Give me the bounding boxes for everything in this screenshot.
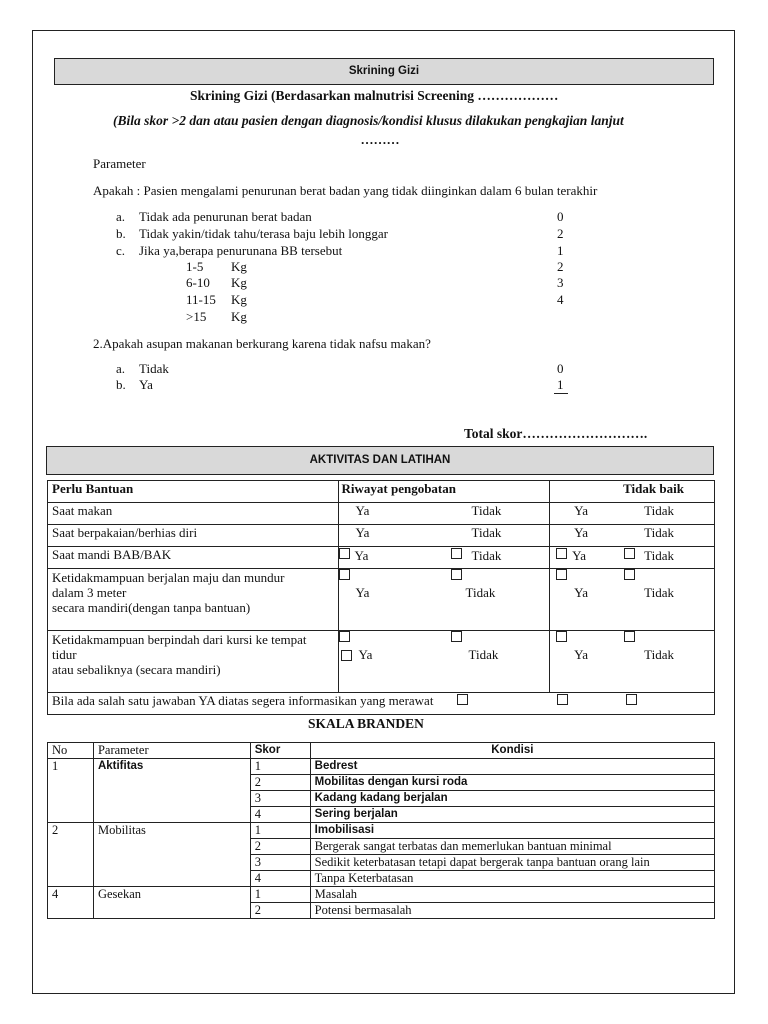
tidak-baik-cell — [550, 547, 715, 569]
q1-option-score: 0 — [557, 209, 564, 224]
row-skor: 4 — [250, 871, 310, 887]
footer-text: Bila ada salah satu jawaban YA diatas segera informasikan yang merawat — [52, 693, 434, 708]
q1-sub-unit: Kg — [231, 275, 247, 290]
row-skor: 3 — [250, 791, 310, 807]
label-line: atau sebaliknya (secara mandiri) — [52, 662, 221, 677]
tidak-checkbox[interactable] — [451, 631, 462, 642]
gizi-title: Skrining Gizi (Berdasarkan malnutrisi Screening ……………… — [190, 88, 559, 103]
row-kondisi: Potensi bermasalah — [310, 903, 714, 919]
skala-branden-title: SKALA BRANDEN — [308, 716, 424, 731]
ya-checkbox[interactable] — [339, 631, 350, 642]
q1-option-score: 2 — [557, 226, 564, 241]
row-skor: 3 — [250, 855, 310, 871]
branden-table — [47, 742, 715, 919]
ya-label: Ya — [358, 647, 373, 662]
q2-option-marker: b. — [116, 377, 126, 392]
ya-label: Ya — [355, 585, 370, 600]
row-param: Aktifitas — [93, 759, 250, 823]
q1-option-score: 1 — [557, 243, 564, 258]
ya-checkbox[interactable] — [339, 548, 350, 559]
q1-sub-score: 4 — [557, 292, 564, 307]
header-parameter: Parameter — [93, 743, 250, 759]
row-skor: 2 — [250, 839, 310, 855]
ya-label: Ya — [574, 525, 588, 540]
q1-sub-unit: Kg — [231, 309, 247, 324]
header-no: No — [48, 743, 94, 759]
row-skor: 1 — [250, 823, 310, 839]
activity-label-multiline — [48, 631, 339, 693]
header-kondisi: Kondisi — [310, 743, 714, 759]
q1-sub-score: 3 — [557, 275, 564, 290]
ya-label: Ya — [572, 548, 586, 563]
activity-label: Saat mandi BAB/BAK — [48, 547, 339, 569]
tidak-checkbox[interactable] — [624, 548, 635, 559]
gizi-note-line2: ……… — [361, 132, 400, 147]
row-no: 4 — [48, 887, 94, 919]
row-skor: 4 — [250, 807, 310, 823]
activity-label-multiline — [48, 569, 339, 631]
tidak-label: Tidak — [644, 647, 674, 662]
footer-checkbox[interactable] — [557, 694, 568, 705]
tidak-label: Tidak — [644, 585, 674, 600]
row-kondisi: Mobilitas dengan kursi roda — [310, 775, 714, 791]
footer-checkbox[interactable] — [457, 694, 468, 705]
q1-option-text: Tidak yakin/tidak tahu/terasa baju lebih longgar — [139, 226, 388, 241]
row-no: 1 — [48, 759, 94, 823]
q1-option-marker: c. — [116, 243, 126, 258]
riwayat-cell — [338, 631, 550, 693]
gizi-note-line1: (Bila skor >2 dan atau pasien dengan diagnosis/kondisi klusus dilakukan pengkajian lanjut — [113, 113, 624, 128]
row-kondisi: Bergerak sangat terbatas dan memerlukan bantuan minimal — [310, 839, 714, 855]
tidak-checkbox[interactable] — [451, 548, 462, 559]
ya-label: Ya — [355, 525, 370, 540]
q1-option-marker: a. — [116, 209, 126, 224]
row-kondisi: Sedikit keterbatasan tetapi dapat bergerak tanpa bantuan orang lain — [310, 855, 714, 871]
aktivitas-footer — [48, 693, 715, 715]
tidak-label: Tidak — [644, 548, 674, 563]
tidak-label: Tidak — [471, 548, 502, 563]
q2-option-text: Ya — [139, 377, 153, 392]
riwayat-cell — [338, 547, 550, 569]
q2-option-score: 1 — [557, 377, 564, 392]
ya-checkbox[interactable] — [339, 569, 350, 580]
q1-sub-unit: Kg — [231, 292, 247, 307]
q1-option-marker: b. — [116, 226, 126, 241]
tidak-checkbox[interactable] — [624, 631, 635, 642]
tidak-label: Tidak — [644, 503, 674, 518]
tidak-label: Tidak — [468, 647, 499, 662]
q1-sub-unit: Kg — [231, 259, 247, 274]
activity-label: Saat makan — [48, 503, 339, 525]
riwayat-cell — [338, 525, 550, 547]
label-line: dalam 3 meter — [52, 585, 127, 600]
footer-checkbox[interactable] — [626, 694, 637, 705]
ya-label: Ya — [574, 503, 588, 518]
q1-sub-range: 1-5 — [186, 259, 204, 274]
tidak-label: Tidak — [471, 503, 502, 518]
row-kondisi: Kadang kadang berjalan — [310, 791, 714, 807]
row-kondisi: Tanpa Keterbatasan — [310, 871, 714, 887]
skrining-gizi-header: Skrining Gizi — [54, 58, 714, 85]
q2-option-text: Tidak — [139, 361, 169, 376]
label-line: tidur — [52, 647, 77, 662]
col-tidak-baik: Tidak baik — [550, 481, 715, 503]
label-line: Ketidakmampuan berpindah dari kursi ke tempat — [52, 632, 307, 647]
ya-label: Ya — [355, 503, 370, 518]
row-skor: 1 — [250, 759, 310, 775]
tidak-checkbox[interactable] — [624, 569, 635, 580]
ya-label: Ya — [354, 548, 369, 563]
tidak-checkbox[interactable] — [451, 569, 462, 580]
row-no: 2 — [48, 823, 94, 887]
row-skor: 1 — [250, 887, 310, 903]
q1-sub-range: >15 — [186, 309, 207, 324]
tidak-label: Tidak — [465, 585, 496, 600]
row-kondisi: Masalah — [310, 887, 714, 903]
ya-label: Ya — [574, 585, 588, 600]
tidak-baik-cell — [550, 525, 715, 547]
tidak-label: Tidak — [644, 525, 674, 540]
row-skor: 2 — [250, 775, 310, 791]
row-kondisi: Bedrest — [310, 759, 714, 775]
score-underline — [554, 393, 568, 394]
row-kondisi: Imobilisasi — [310, 823, 714, 839]
row-param: Mobilitas — [93, 823, 250, 887]
q2-option-score: 0 — [557, 361, 564, 376]
total-skor[interactable]: Total skor………………………. — [464, 426, 648, 441]
ya-checkbox[interactable] — [341, 650, 352, 661]
tidak-baik-cell — [550, 503, 715, 525]
ya-checkbox[interactable] — [556, 631, 567, 642]
tidak-baik-cell — [550, 569, 715, 631]
q1-option-text: Jika ya,berapa penurunana BB tersebut — [139, 243, 343, 258]
q1-sub-range: 6-10 — [186, 275, 210, 290]
tidak-label: Tidak — [471, 525, 502, 540]
aktivitas-table — [47, 480, 715, 715]
parameter-label: Parameter — [93, 156, 146, 171]
q1-sub-range: 11-15 — [186, 292, 216, 307]
activity-label: Saat berpakaian/berhias diri — [48, 525, 339, 547]
riwayat-cell — [338, 569, 550, 631]
label-line: Ketidakmampuan berjalan maju dan mundur — [52, 570, 285, 585]
ya-label: Ya — [574, 647, 588, 662]
row-kondisi: Sering berjalan — [310, 807, 714, 823]
question-1: Apakah : Pasien mengalami penurunan berat badan yang tidak diinginkan dalam 6 bulan terakhir — [93, 183, 598, 198]
header-skor: Skor — [250, 743, 310, 759]
q1-sub-score: 2 — [557, 259, 564, 274]
ya-checkbox[interactable] — [556, 569, 567, 580]
q2-option-marker: a. — [116, 361, 126, 376]
row-param: Gesekan — [93, 887, 250, 919]
ya-checkbox[interactable] — [556, 548, 567, 559]
riwayat-cell — [338, 503, 550, 525]
col-perlu-bantuan: Perlu Bantuan — [48, 481, 339, 503]
question-2: 2.Apakah asupan makanan berkurang karena tidak nafsu makan? — [93, 336, 431, 351]
tidak-baik-cell — [550, 631, 715, 693]
row-skor: 2 — [250, 903, 310, 919]
col-riwayat-pengobatan: Riwayat pengobatan — [338, 481, 550, 503]
aktivitas-header: AKTIVITAS DAN LATIHAN — [46, 446, 714, 475]
q1-option-text: Tidak ada penurunan berat badan — [139, 209, 312, 224]
label-line: secara mandiri(dengan tanpa bantuan) — [52, 600, 251, 615]
